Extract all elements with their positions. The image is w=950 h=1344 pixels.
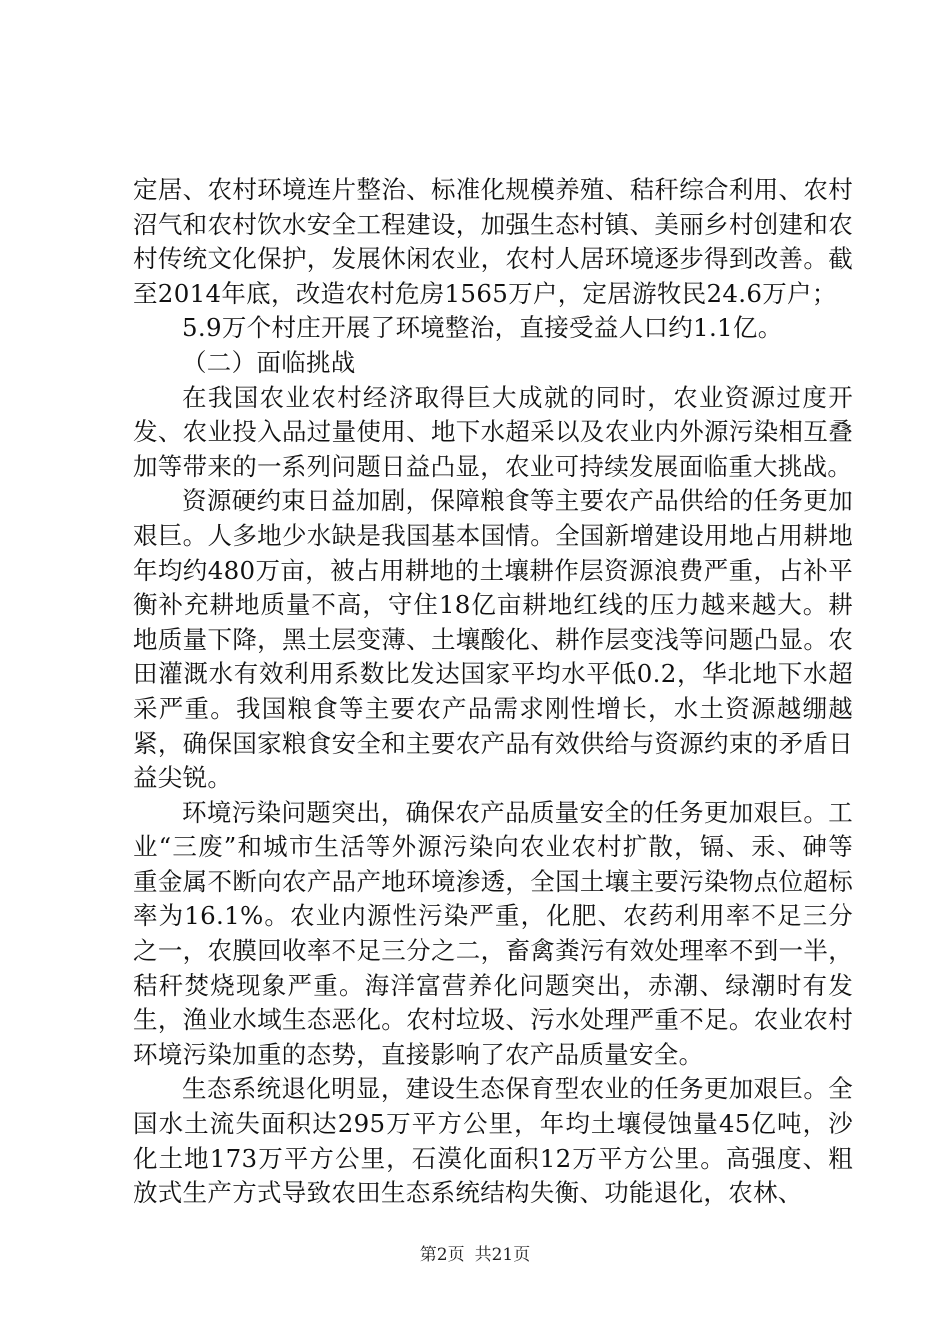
page-footer	[0, 1240, 950, 1265]
paragraph-ecosystem-degradation: 生态系统退化明显，建设生态保育型农业的任务更加艰巨。全国水土流失面积达295万平方公里，年均土壤侵蚀量45亿吨，沙化土地173万平方公里，石漠化面积12万平方公里。高强度、粗放式生产方式导致农田生态系统结构失衡、功能退化，农林、	[133, 1074, 853, 1208]
paragraph-resource-constraints: 资源硬约束日益加剧，保障粮食等主要农产品供给的任务更加艰巨。人多地少水缺是我国基本国情。全国新增建设用地占用耕地年均约480万亩，被占用耕地的土壤耕作层资源浪费严重，占补平衡补充耕地质量不高，守住18亿亩耕地红线的压力越来越大。耕地质量下降，黑土层变薄、土壤酸化、耕作层变浅等问题凸显。农田灌溉水有效利用系数比发达国家平均水平低0.2，华北地下水超采严重。我国粮食等主要农产品需求刚性增长，水土资源越绷越紧，确保国家粮食安全和主要农产品有效供给与资源约束的矛盾日益尖锐。	[133, 486, 853, 793]
page-total: 共21页	[474, 1245, 531, 1265]
document-body	[133, 173, 853, 1211]
section-heading-challenges: （二）面临挑战	[182, 347, 356, 377]
paragraph-village-renovation: 5.9万个村庄开展了环境整治，直接受益人口约1.1亿。	[182, 313, 783, 343]
paragraph-continuation: 定居、农村环境连片整治、标准化规模养殖、秸秆综合利用、农村沼气和农村饮水安全工程建设，加强生态村镇、美丽乡村创建和农村传统文化保护，发展休闲农业，农村人居环境逐步得到改善。截至2014年底，改造农村危房1565万户，定居游牧民24.6万户；	[133, 175, 853, 308]
paragraph-challenges-intro: 在我国农业农村经济取得巨大成就的同时，农业资源过度开发、农业投入品过量使用、地下水超采以及农业内外源污染相互叠加等带来的一系列问题日益凸显，农业可持续发展面临重大挑战。	[133, 382, 853, 481]
page-number: 第2页	[419, 1245, 465, 1265]
paragraph-environmental-pollution: 环境污染问题突出，确保农产品质量安全的任务更加艰巨。工业“三废”和城市生活等外源污染向农业农村扩散，镉、汞、砷等重金属不断向农产品产地环境渗透，全国土壤主要污染物点位超标率为16.1%。农业内源性污染严重，化肥、农药利用率不足三分之一，农膜回收率不足三分之二，畜禽粪污有效处理率不到一半，秸秆焚烧现象严重。海洋富营养化问题突出，赤潮、绿潮时有发生，渔业水域生态恶化。农村垃圾、污水处理严重不足。农业农村环境污染加重的态势，直接影响了农产品质量安全。	[133, 797, 853, 1069]
